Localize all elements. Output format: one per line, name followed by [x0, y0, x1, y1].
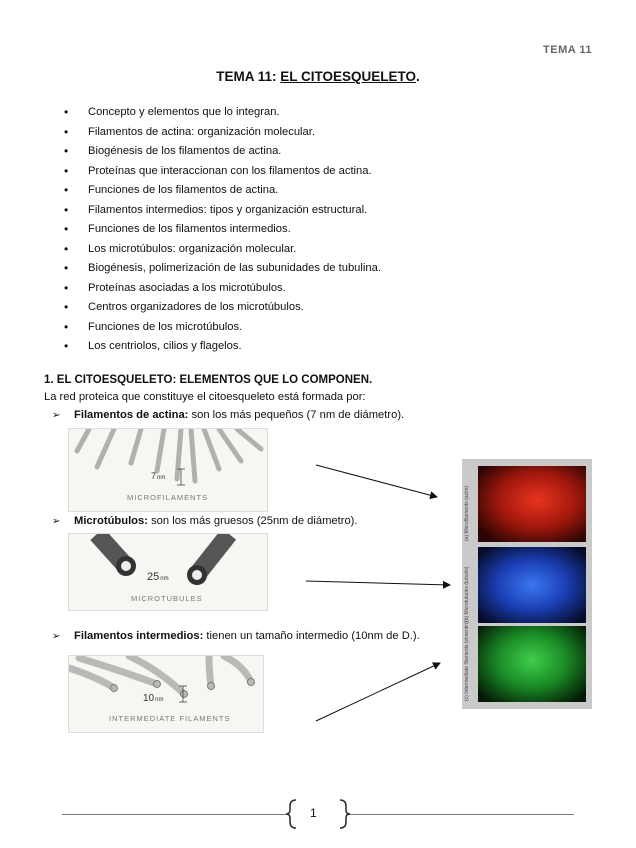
pointer-arrows: [300, 455, 460, 730]
title-prefix: TEMA 11:: [216, 69, 277, 84]
section-intro: La red proteica que constituye el citoesqueleto está formada por:: [44, 391, 366, 403]
footer-rule-left: [62, 814, 288, 815]
arrow-bullet-icon: ➢: [52, 410, 61, 421]
topic-item: • Biogénesis de los filamentos de actina.: [60, 142, 381, 162]
topic-item: • Proteínas asociadas a los microtúbulos.: [60, 279, 381, 299]
item-name: Microtúbulos:: [74, 515, 148, 527]
intermediate-size: 10nm: [143, 693, 164, 704]
topic-item: • Proteínas que interaccionan con los filamentos de actina.: [60, 162, 381, 182]
actin-panel: [478, 466, 586, 542]
topic-item: • Concepto y elementos que lo integran.: [60, 103, 381, 123]
microtubules-figure: [68, 533, 268, 611]
title-main: EL CITOESQUELETO: [280, 69, 417, 84]
item-desc: son los más pequeños (7 nm de diámetro).: [188, 409, 405, 421]
page-title: [0, 69, 636, 84]
section-heading: 1. EL CITOESQUELETO: ELEMENTOS QUE LO COMPONEN.: [44, 374, 373, 386]
topic-item: • Funciones de los filamentos intermedios.: [60, 220, 381, 240]
microtubules-size: 25nm: [147, 571, 169, 583]
item-name: Filamentos de actina:: [74, 409, 189, 421]
topic-item: • Funciones de los microtúbulos.: [60, 318, 381, 338]
item-desc: tienen un tamaño intermedio (10nm de D.).: [203, 630, 420, 642]
arrow-icon: [316, 663, 440, 721]
fluorescence-micrograph: [462, 459, 592, 709]
topic-item: • Los microtúbulos: organización molecular.: [60, 240, 381, 260]
page-number-brackets: [286, 798, 350, 830]
footer-rule-right: [346, 814, 574, 815]
arrow-icon: [316, 465, 437, 497]
microfilaments-size: 7nm: [151, 471, 166, 481]
actin-panel-label: (a) Microfilaments (actin): [464, 485, 470, 541]
tubulin-panel-label: (b) Microtubules (tubulin): [464, 566, 470, 622]
topic-item: • Centros organizadores de los microtúbulos.: [60, 298, 381, 318]
topic-item: • Los centriolos, cilios y flagelos.: [60, 337, 381, 357]
vimentin-panel: [478, 626, 586, 702]
vimentin-panel-label: (c) Intermediate filaments (vimentin): [464, 621, 470, 701]
arrow-icon: [306, 581, 450, 585]
topic-item: • Filamentos intermedios: tipos y organización estructural.: [60, 201, 381, 221]
microfilaments-label: MICROFILAMENTS: [127, 493, 209, 502]
topics-list: [60, 103, 381, 357]
intermediate-figure: [68, 655, 264, 733]
topic-item: • Filamentos de actina: organización molecular.: [60, 123, 381, 143]
running-header: TEMA 11: [543, 44, 592, 56]
item-name: Filamentos intermedios:: [74, 630, 204, 642]
microtubules-label: MICROTUBULES: [131, 594, 203, 603]
arrow-bullet-icon: ➢: [52, 516, 61, 527]
intermediate-label: INTERMEDIATE FILAMENTS: [109, 714, 231, 723]
item-actin: [52, 409, 404, 421]
arrow-bullet-icon: ➢: [52, 631, 61, 642]
item-desc: son los más gruesos (25nm de diámetro).: [147, 515, 358, 527]
microfilaments-figure: [68, 428, 268, 512]
topic-item: • Funciones de los filamentos de actina.: [60, 181, 381, 201]
topic-item: • Biogénesis, polimerización de las subunidades de tubulina.: [60, 259, 381, 279]
title-suffix: .: [416, 69, 420, 84]
tubulin-panel: [478, 547, 586, 623]
page-number: 1: [310, 806, 317, 820]
